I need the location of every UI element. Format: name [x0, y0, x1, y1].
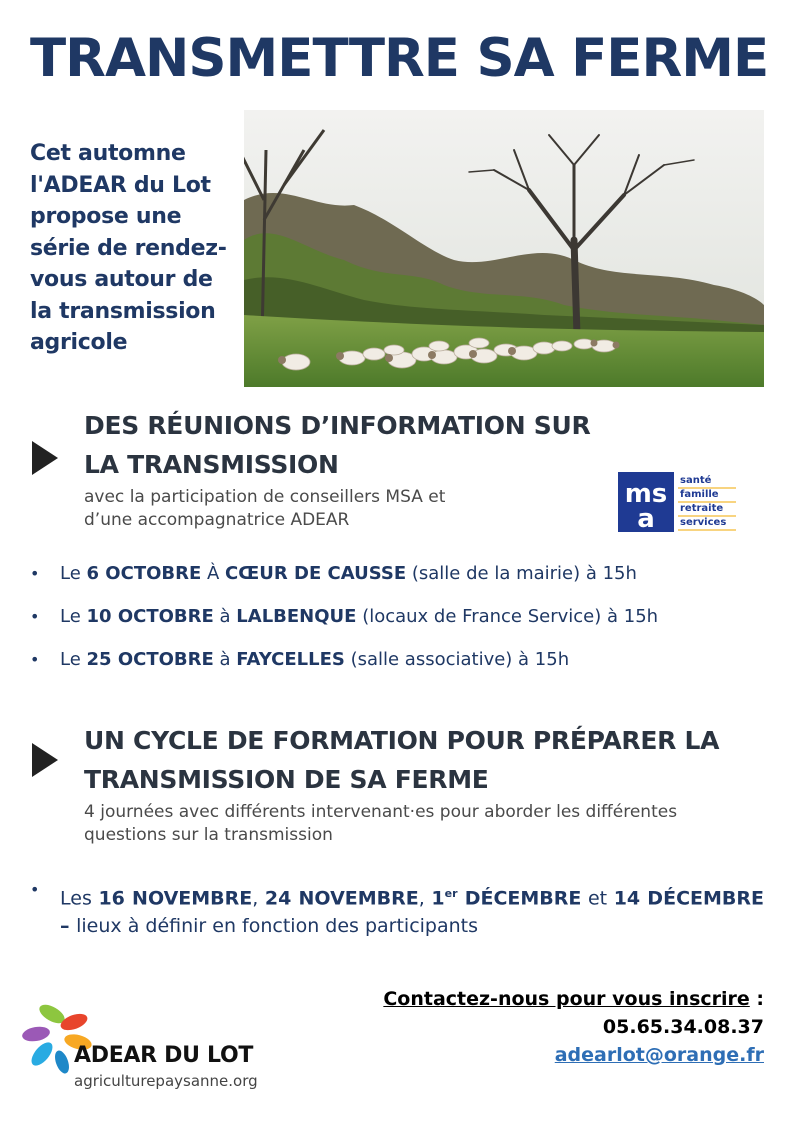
msa-line: santé — [680, 475, 712, 486]
list-item — [30, 647, 764, 673]
item-prefix: Le — [60, 606, 87, 627]
date-superscript: er — [444, 887, 458, 900]
item-prefix: Le — [60, 649, 87, 670]
item-place: FAYCELLES — [236, 649, 345, 670]
msa-line: famille — [680, 489, 719, 500]
adear-url: agriculturepaysanne.org — [74, 1072, 258, 1090]
item-mid: À — [201, 563, 226, 584]
item-suffix: (salle de la mairie) à 15h — [406, 563, 637, 584]
separator: , — [418, 887, 432, 910]
section-subtitle-line: questions sur la transmission — [84, 825, 333, 845]
formation-dates-item — [30, 880, 764, 940]
contact-cta: Contactez-nous pour vous inscrire — [383, 988, 750, 1010]
item-date: 25 OCTOBRE — [86, 649, 214, 670]
item-place: CŒUR DE CAUSSE — [225, 563, 407, 584]
msa-line: retraite — [680, 503, 724, 514]
sheep-pasture-photo — [244, 110, 764, 387]
msa-letters: a — [637, 504, 655, 534]
dates-suffix: lieux à définir en fonction des participants — [76, 915, 479, 938]
msa-line: services — [680, 517, 727, 528]
date: 1 — [431, 887, 445, 910]
section-subtitle-line: avec la participation de conseillers MSA et — [84, 487, 446, 507]
date: 14 DÉCEMBRE — [613, 887, 764, 910]
contact-phone[interactable]: 05.65.34.08.37 — [602, 1016, 764, 1038]
contact-colon: : — [749, 988, 764, 1010]
play-arrow-icon — [32, 743, 58, 777]
item-mid: à — [213, 606, 237, 627]
section-subtitle-line: 4 journées avec différents intervenant·es pour aborder les différentes — [84, 802, 678, 822]
date: DÉCEMBRE — [457, 887, 582, 910]
item-suffix: (salle associative) à 15h — [344, 649, 570, 670]
bullet-icon: • — [30, 564, 40, 583]
dash: – — [60, 915, 77, 938]
item-suffix: (locaux de France Service) à 15h — [356, 606, 659, 627]
date: 16 NOVEMBRE — [98, 887, 253, 910]
adear-name: ADEAR DU LOT — [74, 1043, 254, 1068]
bullet-icon: • — [30, 607, 40, 626]
section-title-line: UN CYCLE DE FORMATION POUR PRÉPARER LA — [84, 726, 720, 755]
section-subtitle-line: d’une accompagnatrice ADEAR — [84, 510, 350, 530]
list-item — [30, 604, 764, 630]
item-prefix: Le — [60, 563, 87, 584]
item-date: 10 OCTOBRE — [86, 606, 214, 627]
separator: , — [252, 887, 265, 910]
date: 24 NOVEMBRE — [264, 887, 419, 910]
reunions-list — [30, 561, 764, 690]
section-formation-header — [84, 721, 774, 847]
msa-letters: ms — [624, 479, 668, 509]
contact-block — [344, 985, 764, 1069]
section-reunions-header — [84, 406, 624, 532]
msa-logo — [618, 472, 738, 534]
section-title-line: TRANSMISSION DE SA FERME — [84, 765, 489, 794]
item-date: 6 OCTOBRE — [86, 563, 202, 584]
bullet-icon: • — [30, 650, 40, 669]
section-title-line: DES RÉUNIONS D’INFORMATION SUR — [84, 411, 591, 440]
list-item — [30, 561, 764, 587]
page-title: TRANSMETTRE SA FERME — [30, 28, 769, 89]
photo-illustration — [244, 110, 764, 387]
section-title-line: LA TRANSMISSION — [84, 450, 339, 479]
item-mid: à — [213, 649, 237, 670]
item-place: LALBENQUE — [236, 606, 357, 627]
dates-prefix: Les — [60, 887, 99, 910]
play-arrow-icon — [32, 441, 58, 475]
conjunction: et — [581, 887, 614, 910]
bullet-icon: • — [30, 880, 40, 899]
contact-email-link[interactable]: adearlot@orange.fr — [554, 1044, 764, 1066]
intro-text: Cet automne l'ADEAR du Lot propose une série de rendez-vous autour de la transmission agricole — [30, 141, 227, 355]
